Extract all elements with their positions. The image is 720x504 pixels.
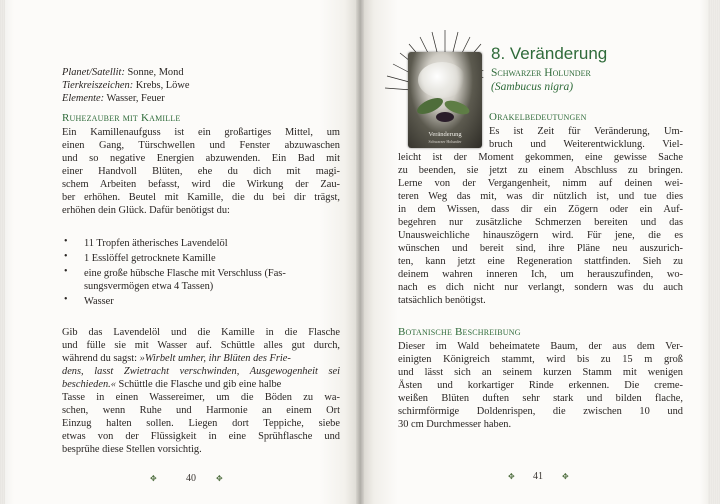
- attribute-elements: [62, 92, 165, 105]
- attribute-zodiac: [62, 79, 189, 92]
- list-bullet: •: [64, 236, 68, 247]
- paragraph-line: ber erhöhen. Beutel mit Kamille, die du bei dir trägst,: [62, 192, 340, 203]
- paragraph-line: etwas von der Flüssigkeit in eine Sprühflasche und: [62, 431, 340, 442]
- page-number-right: 41: [533, 471, 543, 482]
- paragraph-line: 30 cm Durchmesser haben.: [398, 419, 512, 430]
- paragraph-line: Gib das Lavendelöl und die Kamille in die Flasche: [62, 327, 340, 338]
- berries-shape: [436, 112, 454, 122]
- section-heading-orakel: Orakelbedeutungen: [489, 111, 587, 123]
- paragraph-line: weißen Blüten duften sehr stark und bilden flache,: [398, 393, 683, 404]
- attribute-label: Tierkreiszeichen:: [62, 80, 134, 91]
- chapter-title: 8. Veränderung: [491, 44, 608, 63]
- attribute-value: Sonne, Mond: [124, 67, 184, 78]
- card-sublabel: Schwarzer Holunder: [428, 139, 462, 144]
- oracle-card-image: [408, 52, 482, 148]
- elder-blossom-shape: [418, 62, 466, 98]
- paragraph-line: in dem Wissen, dass dir ein Zögern oder ein Auf-: [398, 204, 683, 215]
- list-item: Wasser: [84, 296, 114, 307]
- paragraph-line: deinem wahren inneren Ich, um herauszufinden, wo-: [398, 269, 683, 280]
- plant-latin-name: (Sambucus nigra): [491, 81, 574, 93]
- plant-common-name: Schwarzer Holunder: [491, 67, 591, 79]
- paragraph-line: schirmförmige Doldenrispen, die zwischen 10 und: [398, 406, 683, 417]
- attribute-planet: [62, 66, 184, 79]
- book-spine: [356, 0, 364, 504]
- ornament-icon: ✥: [216, 474, 223, 483]
- paragraph-line: wünschen und bereit sind, ihre Pläne neu auszurich-: [398, 243, 683, 254]
- paragraph-line: tatsächlich benötigst.: [398, 295, 486, 306]
- paragraph-line: einigten Königreich stammt, wird bis zu 15 m groß: [398, 354, 683, 365]
- paragraph-line: Ästen und korkartiger Rinde erkennen. Die creme-: [398, 380, 683, 391]
- list-bullet: •: [64, 294, 68, 305]
- paragraph-line: einer Handvoll Blüten, ehe du dich mit magi-: [62, 166, 340, 177]
- incantation-text: beschieden.«: [62, 379, 116, 390]
- paragraph-line: Es ist Zeit für Veränderung, Um-: [489, 126, 683, 137]
- right-page-edge: [708, 0, 720, 504]
- left-page-edge: [0, 0, 5, 504]
- paragraph-line: nach es dich nicht nur verlangt, sondern was du auch: [398, 282, 683, 293]
- paragraph-line: und fülle sie mit Wasser auf. Schüttle alles gut durch,: [62, 340, 340, 351]
- attribute-label: Planet/Satellit:: [62, 67, 125, 78]
- paragraph-line: besprühe diese Stellen vorsichtig.: [62, 444, 202, 455]
- text-span: Schüttle die Flasche und gib eine halbe: [115, 379, 282, 390]
- ornament-icon: ✥: [150, 474, 157, 483]
- paragraph-line: [62, 378, 281, 391]
- list-item-continuation: sungsvermögen etwa 4 Tassen): [84, 281, 214, 292]
- list-item: eine große hübsche Flasche mit Verschluss (Fas-: [84, 268, 286, 279]
- incantation-text: »Wirbelt umher, ihr Blüten des Frie-: [139, 353, 291, 364]
- list-bullet: •: [64, 251, 68, 262]
- paragraph-line: Dieser im Wald beheimatete Baum, der aus dem Ver-: [398, 341, 683, 352]
- paragraph-line: [62, 352, 291, 365]
- section-heading-ruhezauber: Ruhezauber mit Kamille: [62, 112, 181, 124]
- card-label: Veränderung: [428, 131, 462, 138]
- attribute-value: Wasser, Feuer: [104, 93, 165, 104]
- paragraph-line: ten, kann jetzt eine Regeneration stattfinden. Sieh zu: [398, 256, 683, 267]
- paragraph-line: schen, wenn Ruhe und Harmonie an einem Ort: [62, 405, 340, 416]
- section-heading-botanik: Botanische Beschreibung: [398, 326, 521, 338]
- text-span: während du sagst:: [62, 353, 140, 364]
- paragraph-line: Einzug halten sollen. Liegen dort Teppiche, siebe: [62, 418, 340, 429]
- paragraph-line: Unausweichliche hinauszögern wird. Für jene, die es: [398, 230, 683, 241]
- ornament-icon: ✥: [508, 472, 515, 481]
- list-item: 1 Esslöffel getrocknete Kamille: [84, 253, 216, 264]
- paragraph-line: bruch und Weiterentwicklung. Viel-: [489, 139, 683, 150]
- paragraph-line: schem Arbeiten befasst, wird die Wirkung der Zau-: [62, 179, 340, 190]
- paragraph-line: erhöhen dein Glück. Dafür benötigst du:: [62, 205, 230, 216]
- list-item: 11 Tropfen ätherisches Lavendelöl: [84, 238, 228, 249]
- paragraph-line: einen Gang, Türschwellen und Fenster abzuwaschen: [62, 140, 340, 151]
- paragraph-line: Tasse in einen Wassereimer, um die Böden zu wa-: [62, 392, 340, 403]
- ornament-icon: ✥: [562, 472, 569, 481]
- paragraph-line: begehren nur zusätzliche Schmerzen bereiten und das: [398, 217, 683, 228]
- paragraph-line: teren Weg das mit, was dir nützlich ist, und tue dies: [398, 191, 683, 202]
- list-bullet: •: [64, 266, 68, 277]
- paragraph-line: zu beenden, sie jetzt zu einem Abschluss zu bringen.: [398, 165, 683, 176]
- paragraph-line: und so negative Energien abzuwenden. Ein Bad mit: [62, 153, 340, 164]
- attribute-value: Krebs, Löwe: [133, 80, 190, 91]
- paragraph-line: und lässt sich an seinem kurzen Stamm mit wenigen: [398, 367, 683, 378]
- attribute-label: Elemente:: [62, 93, 105, 104]
- page-number-left: 40: [186, 473, 196, 484]
- incantation-line: dens, lasst Zwietracht verschwinden, Ausgewogenheit sei: [62, 366, 340, 377]
- paragraph-line: leicht ist der Moment gekommen, eine gewisse Sache: [398, 152, 683, 163]
- paragraph-line: Lerne von der Vergangenheit, nimm auf deinen wei-: [398, 178, 683, 189]
- paragraph-line: Ein Kamillenaufguss ist ein großartiges Mittel, um: [62, 127, 340, 138]
